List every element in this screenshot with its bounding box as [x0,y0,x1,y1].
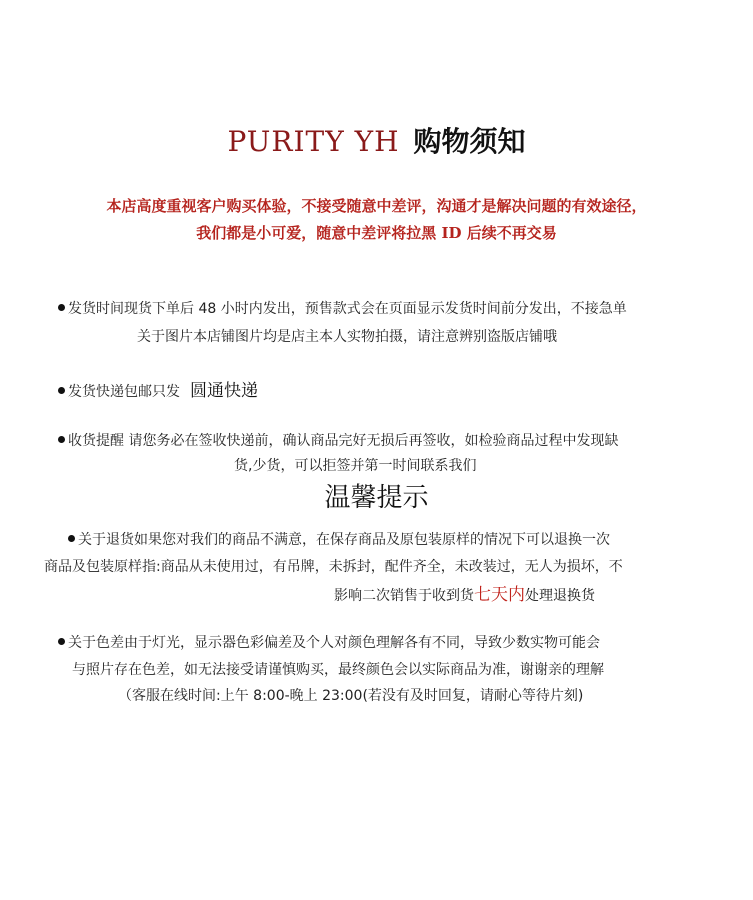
color-diff-line-2: 与照片存在色差，如无法接受请谨慎购买，最终颜色会以实际商品为准，谢谢亲的理解 [72,662,604,678]
brand-name: PURITY YH [227,125,400,158]
receipt-line-2: 货,少货，可以拒签并第一时间联系我们 [234,458,477,474]
bullet-icon [58,304,65,311]
shipping-line-2: 关于图片本店铺图片均是店主本人实物拍摄，请注意辨别盗版店铺哦 [137,329,557,345]
receipt-line-1 [58,430,618,450]
bullet-icon [58,436,65,443]
title-heading: 购物须知 [413,125,526,158]
courier-line [58,376,258,401]
notice-line-1: 本店高度重视客户购买体验，不接受随意中差评，沟通才是解决问题的有效途径， [106,197,647,215]
returns-line-1-text: 关于退货如果您对我们的商品不满意，在保存商品及原包装原样的情况下可以退换一次 [78,532,610,548]
bullet-icon [68,535,75,542]
returns-line-3-suffix: 处理退换货 [525,588,595,604]
seven-days-highlight: 七天内 [474,585,525,605]
color-diff-line-1-text: 关于色差由于灯光，显示器色彩偏差及个人对颜色理解各有不同，导致少数实物可能会 [68,635,600,651]
courier-name: 圆通快递 [190,381,258,401]
shipping-line-1-text: 发货时间现货下单后 48 小时内发出，预售款式会在页面显示发货时间前分发出，不接急单 [68,301,627,317]
color-diff-line-1 [58,632,600,652]
returns-line-2: 商品及包装原样指:商品从未使用过，有吊牌，未拆封，配件齐全，未改装过，无人为损坏，不 [44,559,623,575]
returns-line-3 [334,580,595,605]
warm-tips-title: 温馨提示 [324,483,429,513]
bullet-icon [58,638,65,645]
page-title [0,120,753,164]
returns-line-1 [68,529,610,549]
returns-line-3-prefix: 影响二次销售于收到货 [334,588,474,604]
bullet-icon [58,387,65,394]
service-hours-line: （客服在线时间:上午 8:00-晚上 23:00(若没有及时回复，请耐心等待片刻) [118,688,584,704]
notice-line-2: 我们都是小可爱，随意中差评将拉黑 ID 后续不再交易 [196,224,557,242]
courier-label: 发货快递包邮只发 [68,384,180,400]
shipping-line-1 [58,298,627,318]
receipt-line-1-text: 收货提醒 请您务必在签收快递前，确认商品完好无损后再签收，如检验商品过程中发现缺 [68,433,619,449]
